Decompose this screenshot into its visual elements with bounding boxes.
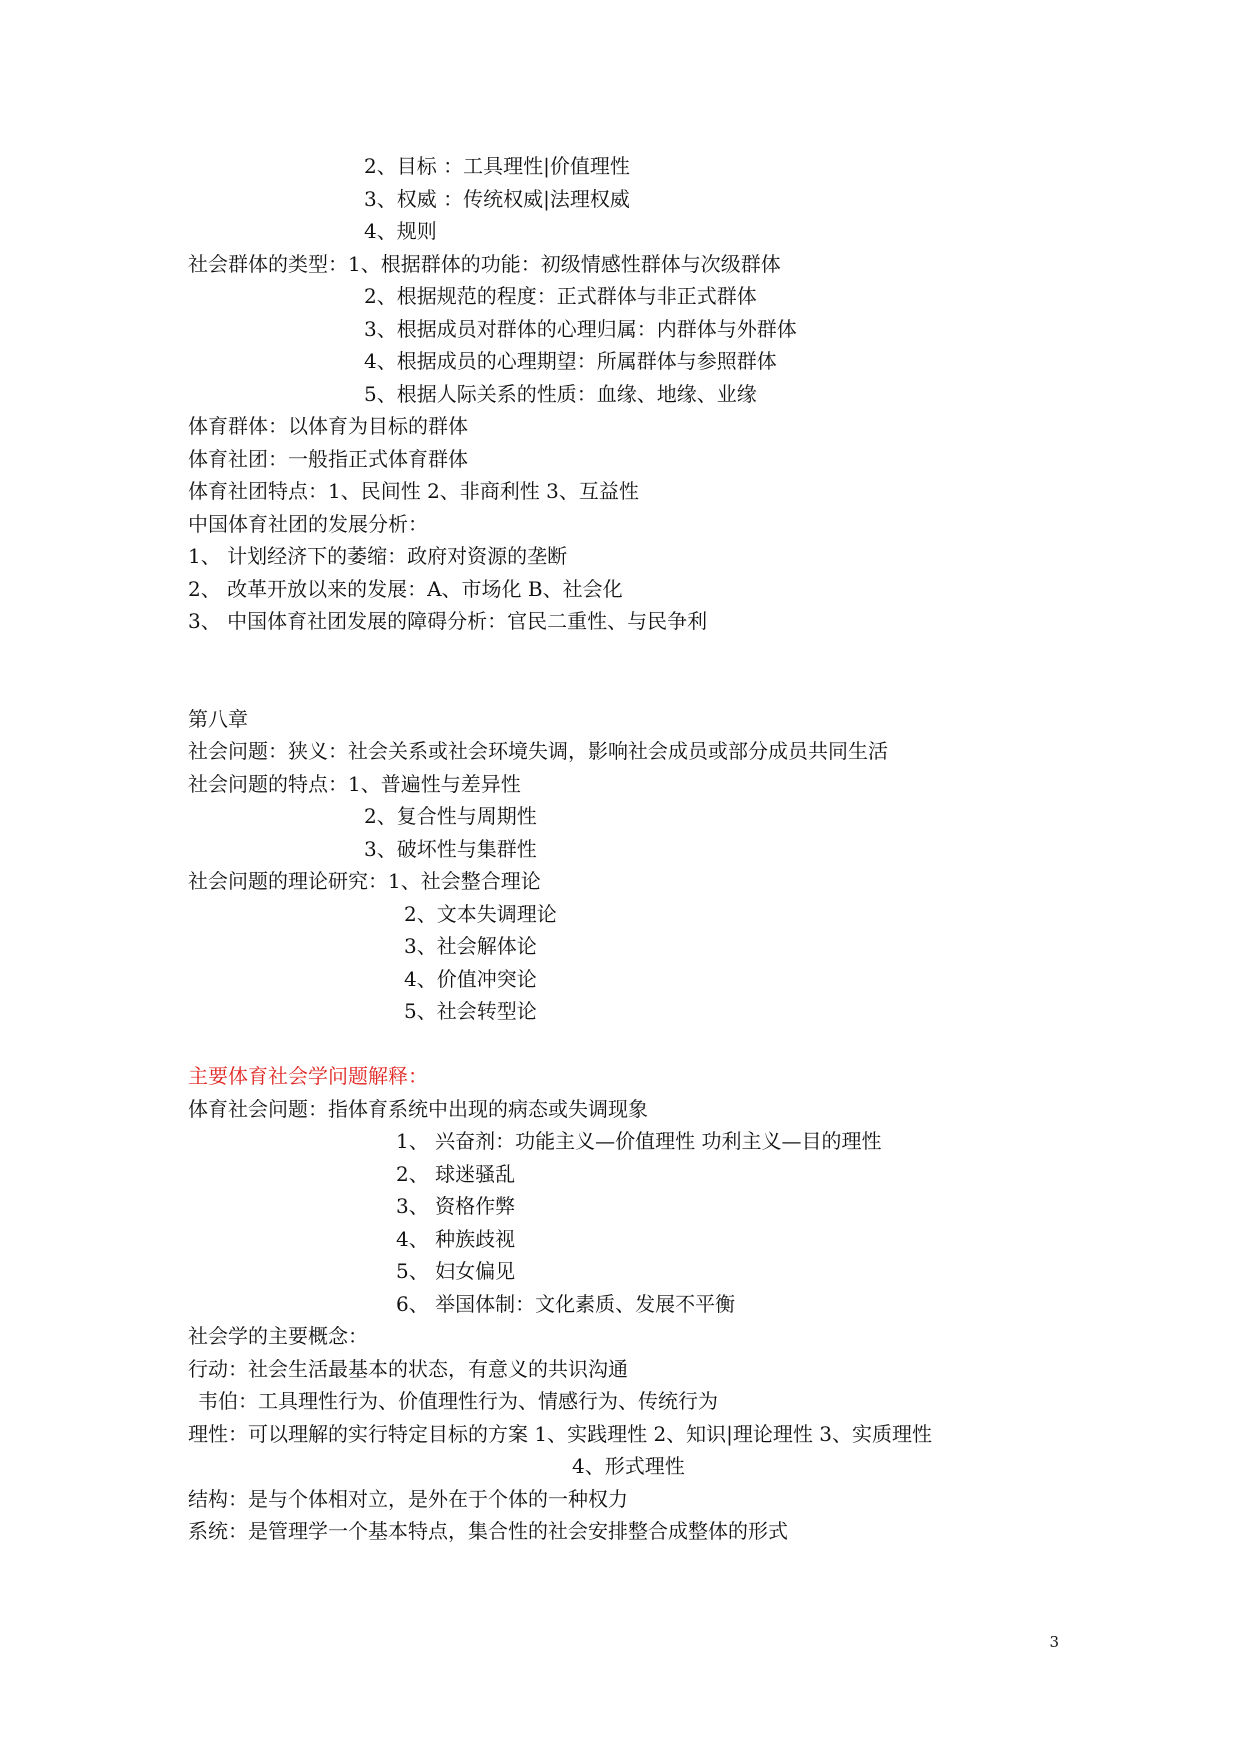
list-item: 3、 资格作弊 [396, 1194, 516, 1218]
text-line: 社会学的主要概念： [188, 1324, 368, 1348]
text-line: 社会问题：狭义：社会关系或社会环境失调，影响社会成员或部分成员共同生活 [188, 739, 888, 763]
list-item: 3、 中国体育社团发展的障碍分析：官民二重性、与民争利 [188, 609, 708, 633]
page-number: 3 [1049, 1633, 1059, 1651]
text-line: 4、根据成员的心理期望：所属群体与参照群体 [364, 349, 777, 373]
list-item: 1、 兴奋剂：功能主义—价值理性 功利主义—目的理性 [396, 1129, 882, 1153]
text-line: 2、目标 ：工具理性|价值理性 [364, 154, 630, 178]
text-line: 3、社会解体论 [404, 934, 537, 958]
text-line: 2、复合性与周期性 [364, 804, 537, 828]
text-line: 体育群体：以体育为目标的群体 [188, 414, 468, 438]
text-line: 4、规则 [364, 219, 437, 243]
text-line: 5、社会转型论 [404, 999, 537, 1023]
text-line: 韦伯：工具理性行为、价值理性行为、情感行为、传统行为 [198, 1389, 718, 1413]
text-line: 5、根据人际关系的性质：血缘、地缘、业缘 [364, 382, 757, 406]
text-line: 体育社团：一般指正式体育群体 [188, 447, 468, 471]
list-item: 2、 球迷骚乱 [396, 1162, 516, 1186]
text-line: 结构：是与个体相对立，是外在于个体的一种权力 [188, 1487, 628, 1511]
text-line: 中国体育社团的发展分析： [188, 512, 428, 536]
text-line: 社会问题的理论研究：1、社会整合理论 [188, 869, 541, 893]
text-line: 社会群体的类型：1、根据群体的功能：初级情感性群体与次级群体 [188, 252, 781, 276]
text-line: 2、根据规范的程度：正式群体与非正式群体 [364, 284, 757, 308]
text-line: 体育社团特点：1、民间性 2、非商利性 3、互益性 [188, 479, 639, 503]
text-line: 体育社会问题：指体育系统中出现的病态或失调现象 [188, 1097, 648, 1121]
list-item: 4、 种族歧视 [396, 1227, 516, 1251]
text-line: 行动：社会生活最基本的状态，有意义的共识沟通 [188, 1357, 628, 1381]
text-line: 4、形式理性 [572, 1454, 685, 1478]
text-line: 4、价值冲突论 [404, 967, 537, 991]
list-item: 1、 计划经济下的萎缩：政府对资源的垄断 [188, 544, 568, 568]
text-line: 2、文本失调理论 [404, 902, 557, 926]
section-heading: 主要体育社会学问题解释： [188, 1064, 428, 1088]
text-line: 3、破坏性与集群性 [364, 837, 537, 861]
text-line: 3、根据成员对群体的心理归属：内群体与外群体 [364, 317, 797, 341]
list-item: 2、 改革开放以来的发展：A、市场化 B、社会化 [188, 577, 623, 601]
chapter-heading: 第八章 [188, 707, 248, 731]
text-line: 3、权威 ：传统权威|法理权威 [364, 187, 630, 211]
text-line: 社会问题的特点：1、普遍性与差异性 [188, 772, 521, 796]
list-item: 5、 妇女偏见 [396, 1259, 516, 1283]
text-line: 系统：是管理学一个基本特点，集合性的社会安排整合成整体的形式 [188, 1519, 788, 1543]
list-item: 6、 举国体制：文化素质、发展不平衡 [396, 1292, 736, 1316]
text-line: 理性：可以理解的实行特定目标的方案 1、实践理性 2、知识|理论理性 3、实质理性 [188, 1422, 932, 1446]
